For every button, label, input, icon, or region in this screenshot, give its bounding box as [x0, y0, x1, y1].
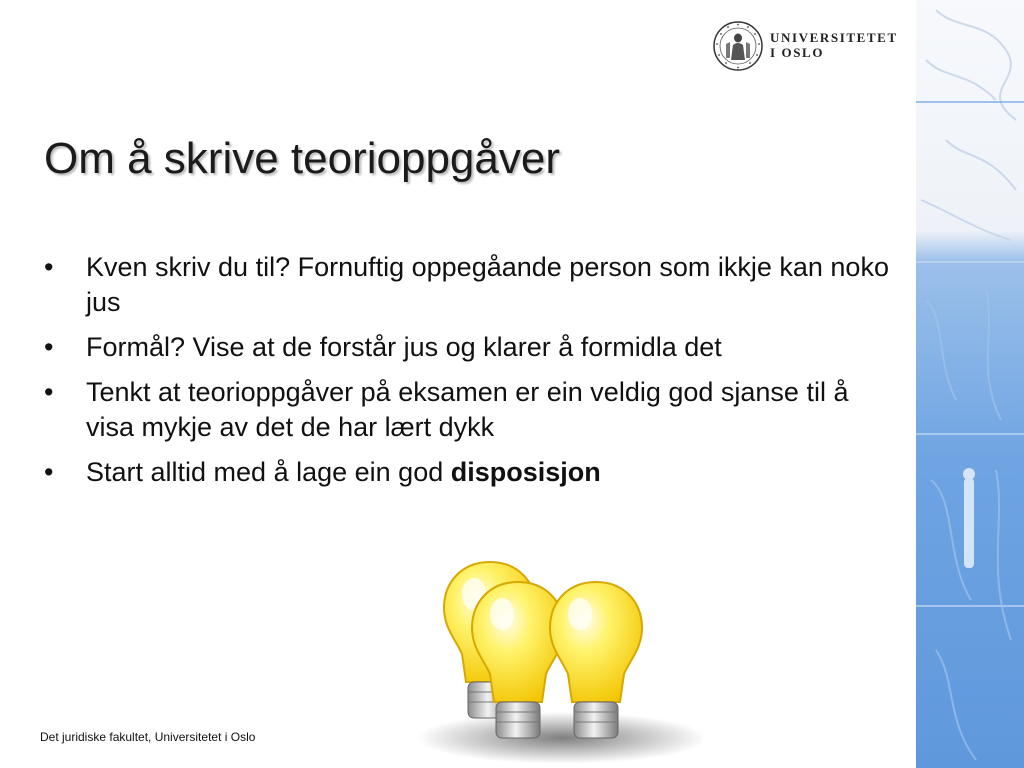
bullet-list: [44, 250, 894, 500]
bullet-text: Tenkt at teorioppgåver på eksamen er ein veldig god sjanse til å visa mykje av det de har lært dykk: [86, 377, 849, 442]
bullet-symbol: •: [44, 332, 54, 362]
bullet-item: [44, 330, 894, 365]
university-seal-icon: [712, 20, 764, 72]
bullet-item: [44, 455, 894, 490]
bullet-text: Start alltid med å lage ein god: [86, 457, 451, 487]
bullet-text: Kven skriv du til? Fornuftig oppegåande person som ikkje kan noko jus: [86, 252, 889, 317]
bullet-item: [44, 250, 894, 320]
bullet-text: Formål? Vise at de forstår jus og klarer å formidla det: [86, 332, 722, 362]
bullet-symbol: •: [44, 457, 54, 487]
bullet-item: [44, 375, 894, 445]
logo-line-1: UNIVERSITETET: [770, 30, 898, 45]
slide-footer: Det juridiske fakultet, Universitetet i Oslo: [40, 730, 256, 744]
slide-title: Om å skrive teorioppgåver: [44, 134, 560, 183]
bullet-symbol: •: [44, 377, 54, 407]
sculpture-pattern-icon: [916, 0, 1024, 768]
decorative-side-band: [916, 0, 1024, 768]
bullet-symbol: •: [44, 252, 54, 282]
logo-wordmark: [770, 30, 898, 60]
light-bulbs-icon: [412, 556, 702, 768]
logo-line-2: I OSLO: [770, 45, 825, 60]
bullet-emphasis: disposisjon: [450, 457, 601, 487]
university-logo: [712, 18, 912, 74]
